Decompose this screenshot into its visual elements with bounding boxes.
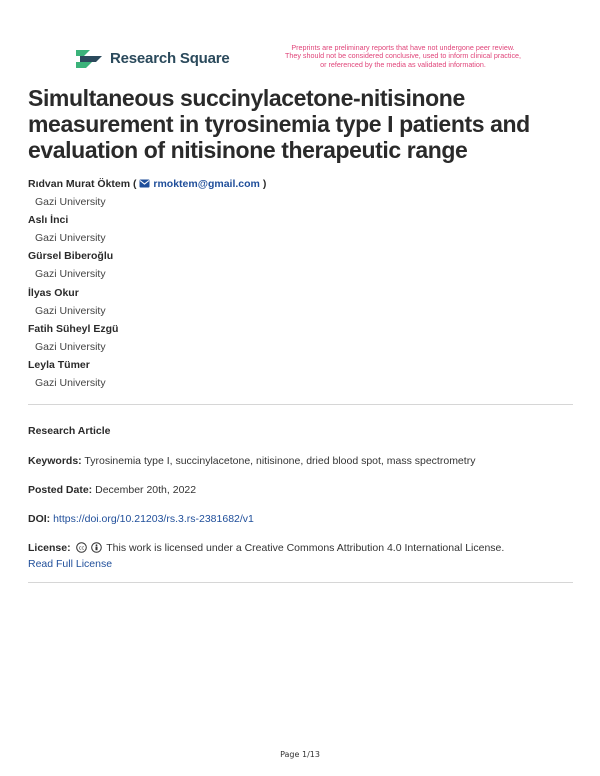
author-email-link[interactable]: rmoktem@gmail.com (153, 178, 260, 190)
license-text: This work is licensed under a Creative Commons Attribution 4.0 International License. (106, 542, 505, 554)
author-name: İlyas Okur (28, 286, 79, 299)
paper-title: Simultaneous succinylacetone-nitisinone measurement in tyrosinemia type I patients and evaluation of nitisinone therapeutic range (28, 85, 530, 163)
read-full-license-link[interactable]: Read Full License (28, 558, 113, 570)
svg-text:cc: cc (78, 545, 84, 552)
author-entry (28, 250, 573, 286)
logo-text: Research Square (110, 49, 230, 67)
doi-link[interactable]: https://doi.org/10.21203/rs.3.rs-2381682/v1 (53, 513, 254, 525)
license-line (28, 542, 573, 571)
author-name: Rıdvan Murat Öktem (28, 178, 131, 190)
author-affiliation: Gazi University (35, 196, 106, 208)
author-name: Leyla Tümer (28, 358, 90, 371)
research-square-logo-icon (74, 46, 104, 70)
research-square-logo[interactable] (74, 46, 230, 70)
doi-line (28, 513, 254, 526)
notice-line: They should not be considered conclusive, used to inform clinical practice, (284, 51, 522, 61)
divider (28, 404, 573, 405)
author-entry (28, 287, 573, 323)
author-name: Gürsel Biberoğlu (28, 250, 114, 263)
author-affiliation: Gazi University (35, 376, 106, 389)
page-number: Page 1/13 (280, 750, 320, 759)
author-name: Fatih Süheyl Ezgü (28, 322, 119, 335)
author-name: Aslı İnci (28, 214, 69, 227)
article-type: Research Article (28, 425, 111, 437)
keywords-label: Keywords: (28, 455, 82, 467)
author-entry: Rıdvan Murat Öktem ( rmoktem@gmail.com ) Gazi University (28, 178, 573, 214)
author-entry (28, 323, 573, 359)
keywords-value: Tyrosinemia type I, succinylacetone, nitisinone, dried blood spot, mass spectrometry (84, 455, 476, 467)
license-label: License: (28, 542, 71, 554)
author-affiliation: Gazi University (35, 268, 106, 281)
author-affiliation: Gazi University (35, 232, 106, 245)
author-affiliation: Gazi University (35, 340, 106, 353)
author-entry (28, 359, 573, 395)
attribution-icon (91, 542, 102, 553)
keywords-line (28, 455, 475, 468)
author-list (28, 178, 573, 395)
envelope-icon (139, 179, 150, 188)
author-entry (28, 214, 573, 250)
creative-commons-icon (76, 542, 87, 553)
preprint-notice (268, 44, 538, 69)
doi-label: DOI: (28, 513, 51, 525)
author-affiliation: Gazi University (35, 304, 106, 317)
notice-line: or referenced by the media as validated information. (320, 59, 486, 69)
divider (28, 582, 573, 583)
posted-date-line (28, 484, 196, 497)
posted-date-value: December 20th, 2022 (95, 484, 197, 496)
notice-line: Preprints are preliminary reports that have not undergone peer review. (291, 43, 515, 52)
posted-date-label: Posted Date: (28, 484, 93, 496)
